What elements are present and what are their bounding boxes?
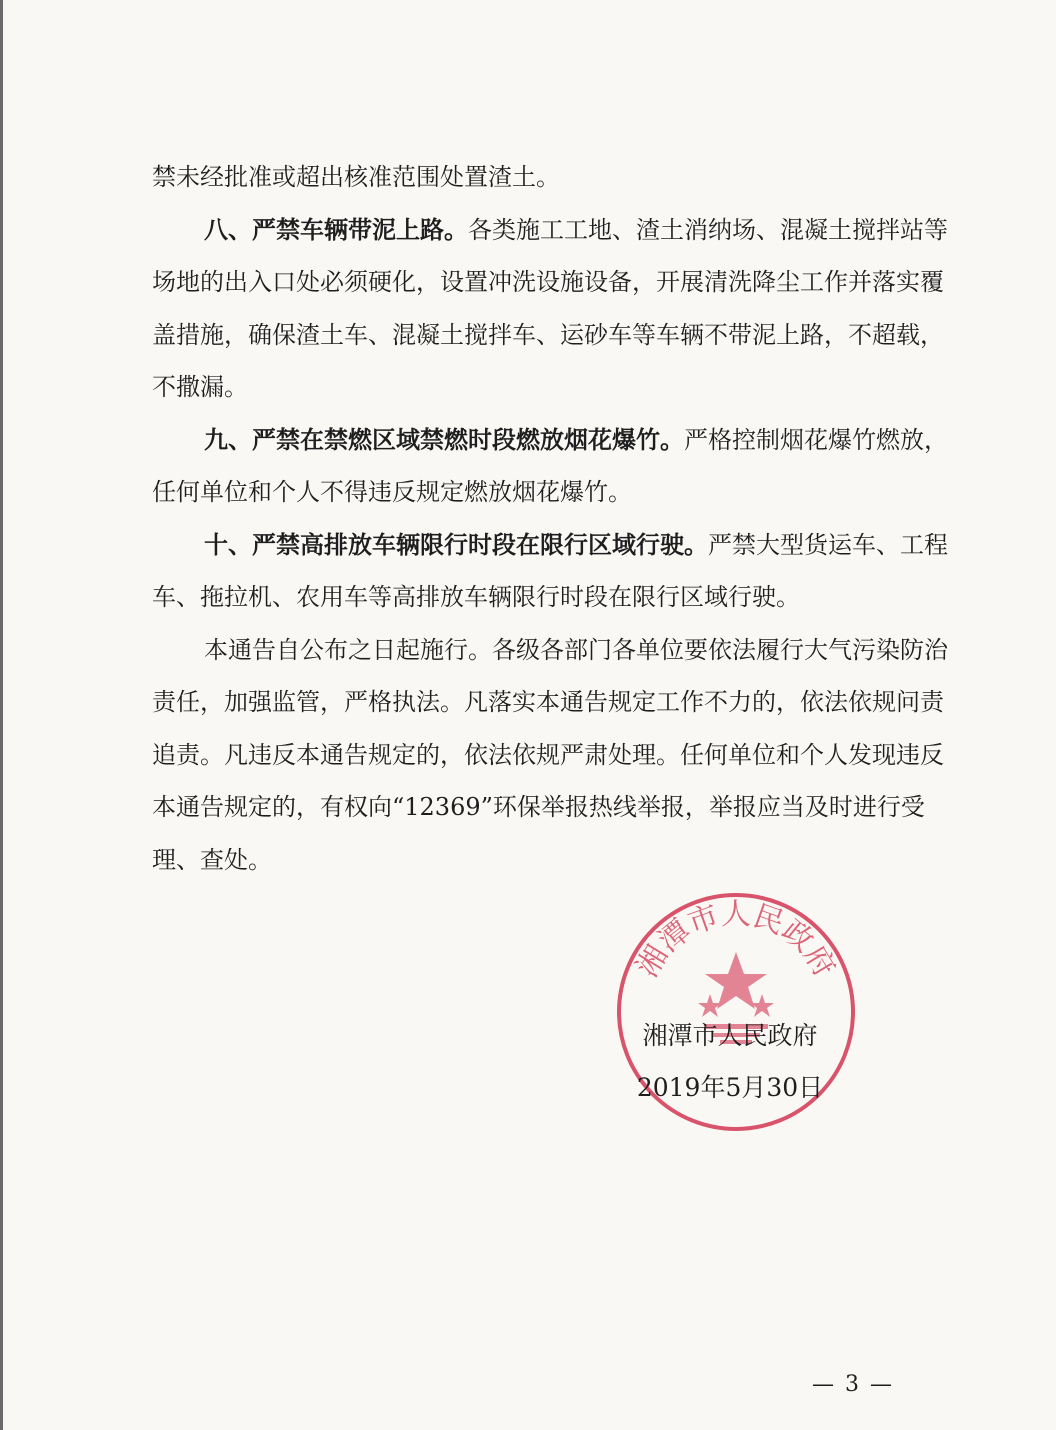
issuer-name: 湘潭市人民政府 — [642, 1021, 818, 1050]
paragraph-continuation: 禁未经批准或超出核准范围处置渣土。 — [152, 163, 560, 191]
paragraph-closing: 本通告自公布之日起施行。各级各部门各单位要依法履行大气污染防治责任，加强监管，严格执法。凡落实本通告规定工作不力的，依法依规问责追责。凡违反本通告规定的，依法依规严肃处理。任何单位和个人发现违反本通告规定的，有权向“12369”环保举报热线举报，举报应当及时进行受理、查处。 — [152, 635, 948, 874]
paragraph-item-9 — [152, 414, 948, 519]
page-number: — 3 — — [812, 1372, 894, 1397]
seal-arc-text: 湘潭市人民政府 — [629, 897, 843, 984]
item-8-heading: 八、严禁车辆带泥上路。 — [204, 215, 468, 244]
issue-date: 2019年5月30日 — [636, 1073, 824, 1102]
scan-edge — [0, 0, 3, 1430]
item-8-text: 各类施工工地、渣土消纳场、混凝土搅拌站等场地的出入口处必须硬化，设置冲洗设施设备，开展清洗降尘工作并落实覆盖措施，确保渣土车、混凝土搅拌车、运砂车等车辆不带泥上路，不超载，不撒漏。 — [152, 215, 948, 401]
paragraph-item-8 — [152, 204, 948, 414]
paragraph-item-10 — [152, 519, 948, 624]
item-9-text: 严格控制烟花爆竹燃放，任何单位和个人不得违反规定燃放烟花爆竹。 — [152, 425, 948, 506]
signature-block — [600, 1016, 860, 1108]
item-9-heading: 九、严禁在禁燃区域禁燃时段燃放烟花爆竹。 — [204, 425, 684, 454]
document-body — [152, 151, 948, 886]
item-10-text: 严禁大型货运车、工程车、拖拉机、农用车等高排放车辆限行时段在限行区域行驶。 — [152, 530, 948, 611]
item-10-heading: 十、严禁高排放车辆限行时段在限行区域行驶。 — [204, 530, 708, 559]
